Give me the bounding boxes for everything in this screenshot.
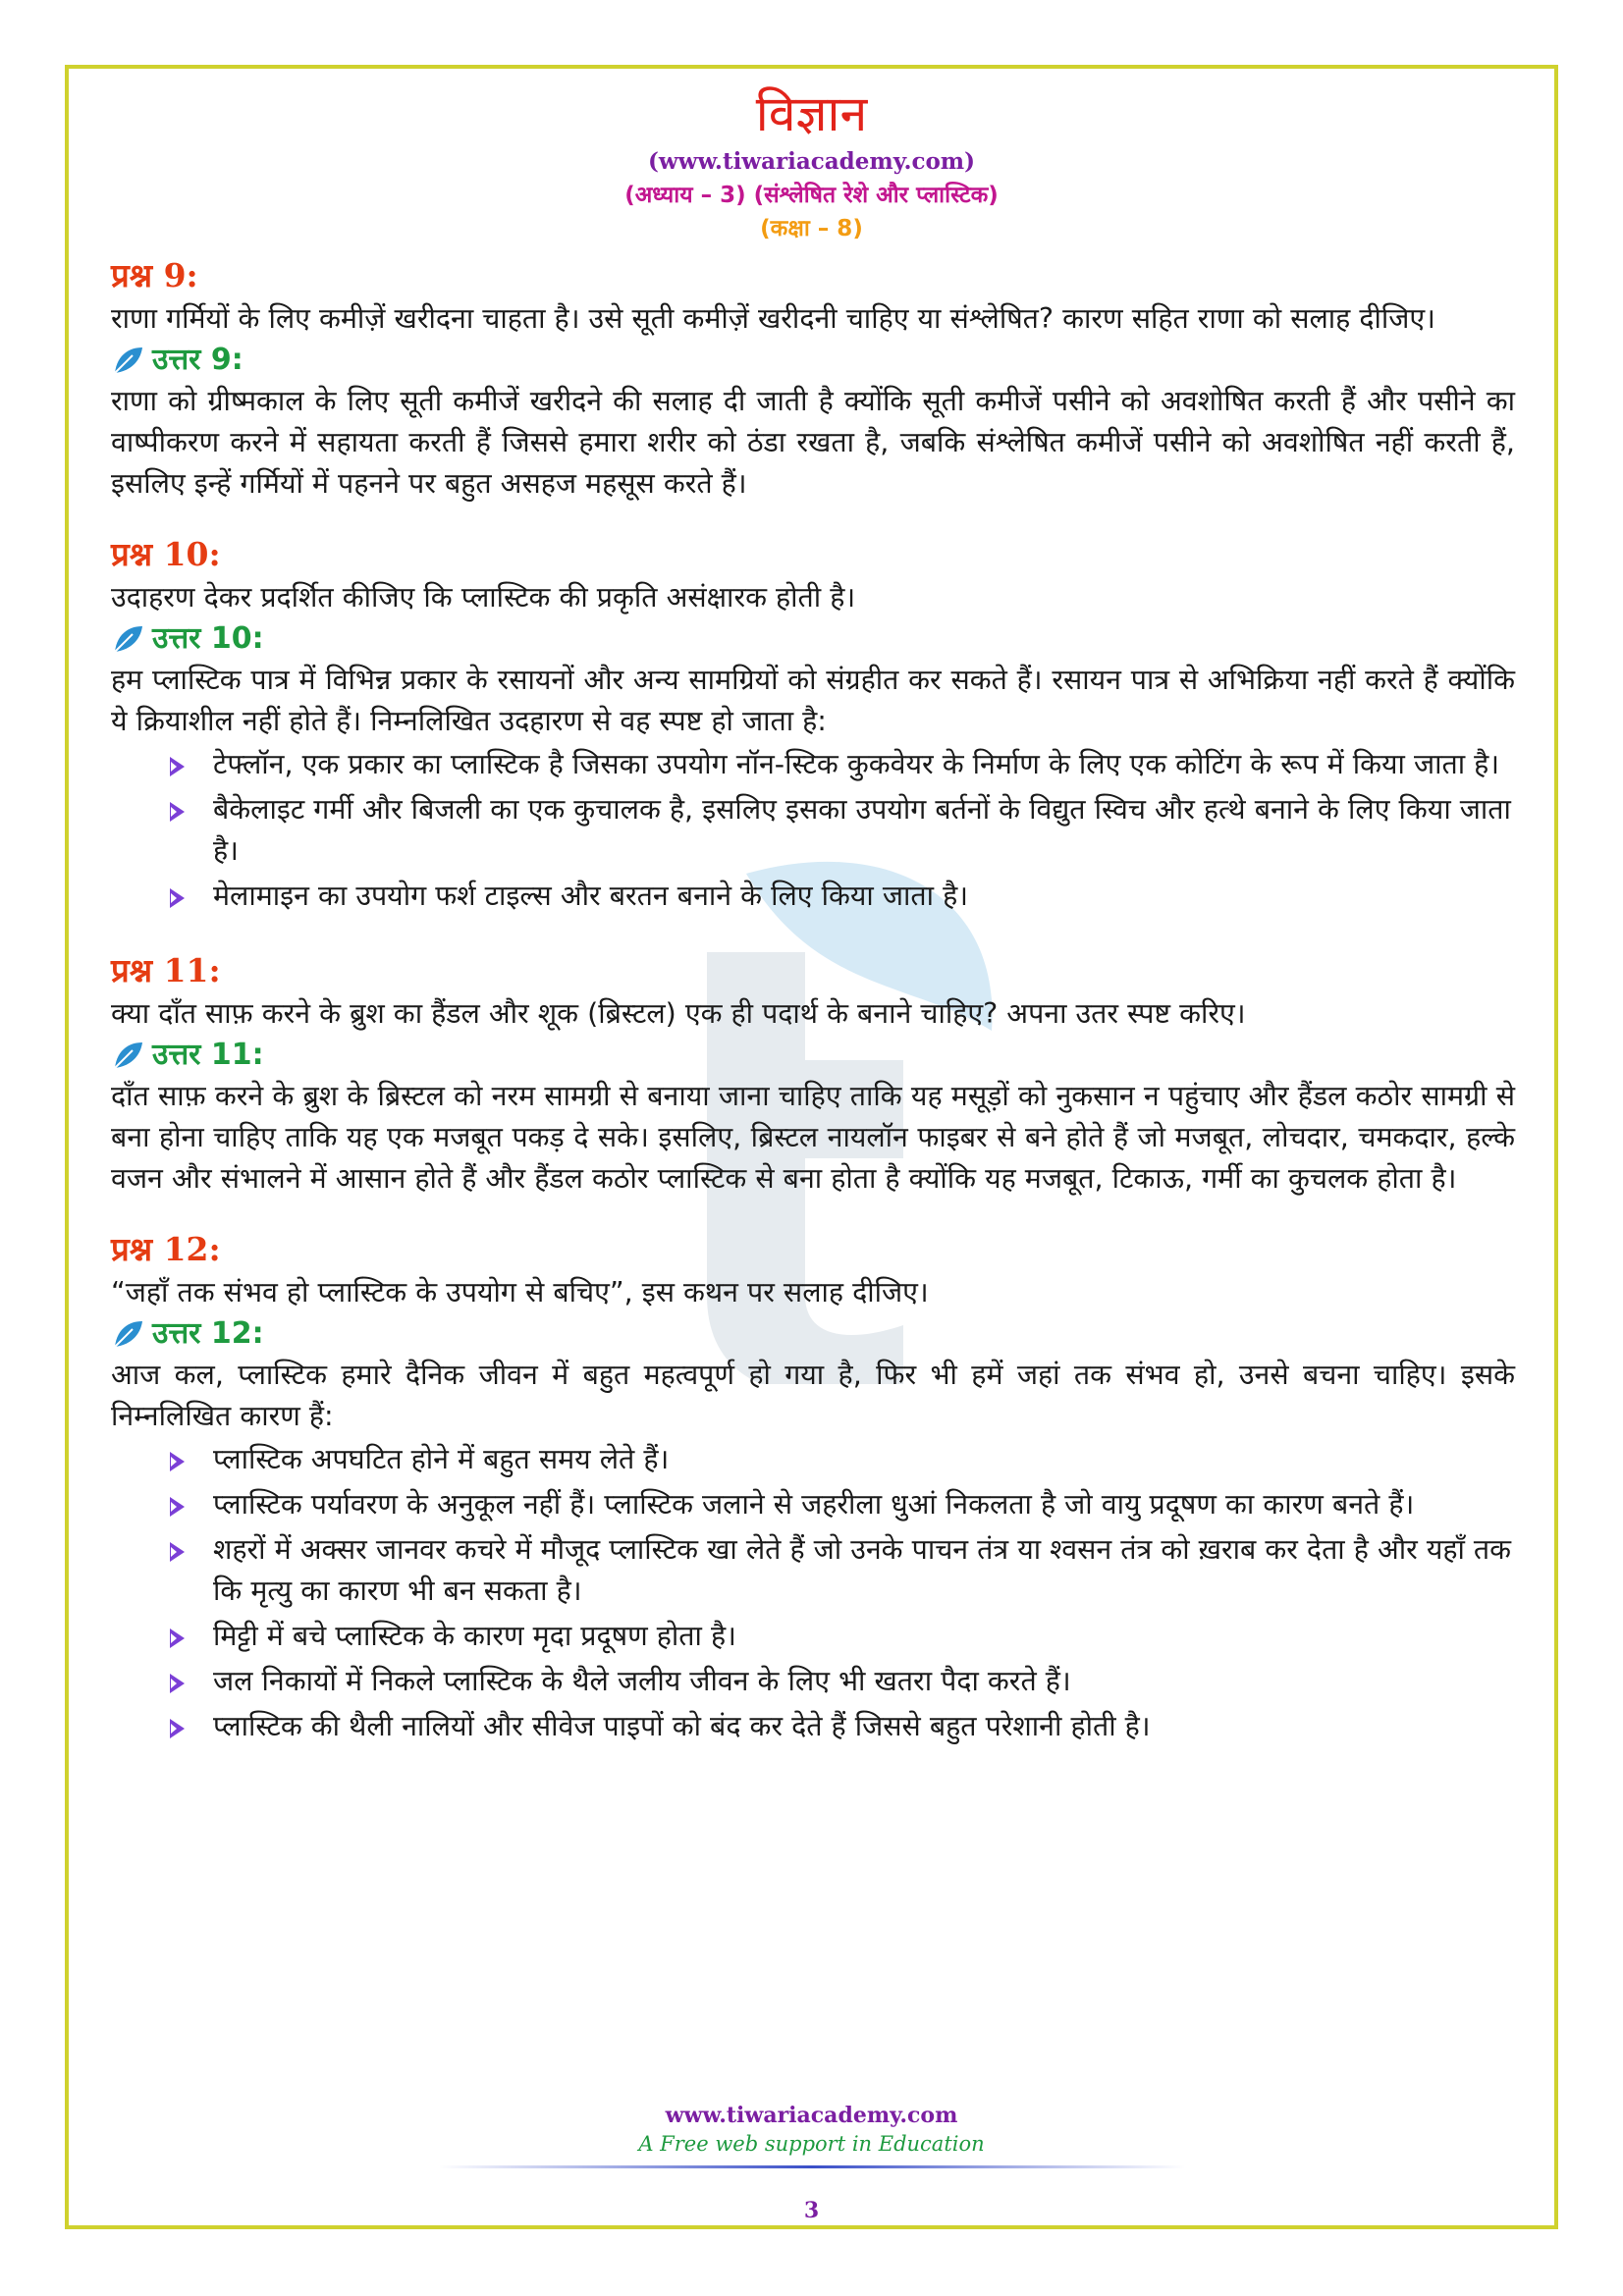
- question-12-text: “जहाँ तक संभव हो प्लास्टिक के उपयोग से बचिए”, इस कथन पर सलाह दीजिए।: [111, 1276, 929, 1308]
- bullet-arrow-icon: [170, 757, 185, 776]
- question-12-label: प्रश्न 12:: [111, 1230, 221, 1268]
- bullet-arrow-icon: [170, 888, 185, 908]
- page-header: [0, 82, 1623, 245]
- answer-10-text: हम प्लास्टिक पात्र में विभिन्न प्रकार के रसायनों और अन्य सामग्रियों को संग्रहीत कर सकते हैं। रसायन पात्र से अभिक्रिया नहीं करते हैं क्योंकि ये क्रियाशील नहीं होते हैं। निम्नलिखित उदहारण से वह स्पष्ट हो जाता है:: [111, 664, 1515, 737]
- question-11-text: क्या दाँत साफ़ करने के ब्रुश का हैंडल और शूक (ब्रिस्टल) एक ही पदार्थ के बनाने चाहिए? अपना उतर स्पष्ट करिए।: [111, 997, 1246, 1030]
- question-11-label: प्रश्न 11:: [111, 951, 221, 989]
- bullet-arrow-icon: [170, 1719, 185, 1738]
- answer-10-label: उत्तर 10:: [152, 621, 264, 656]
- answer-12-label: उत्तर 12:: [152, 1316, 264, 1351]
- list-item: बैकेलाइट गर्मी और बिजली का एक कुचालक है, इसलिए इसका उपयोग बर्तनों के विद्युत स्विच और हत्थे बनाने के लिए किया जाता है।: [170, 789, 1515, 872]
- list-item: जल निकायों में निकले प्लास्टिक के थैले जलीय जीवन के लिए भी खतरा पैदा करते हैं।: [170, 1661, 1515, 1702]
- footer-site-url[interactable]: www.tiwariacademy.com: [665, 2103, 958, 2128]
- list-item: प्लास्टिक पर्यावरण के अनुकूल नहीं हैं। प्लास्टिक जलाने से जहरीला धुआं निकलता है जो वायु प्रदूषण का कारण बनते हैं।: [170, 1484, 1515, 1525]
- footer-divider: [439, 2165, 1185, 2168]
- answer-9-label: उत्तर 9:: [152, 343, 243, 377]
- tiwari-leaf-icon: [111, 344, 144, 377]
- answer-11-heading: [111, 1035, 1515, 1076]
- subject-title: विज्ञान: [755, 85, 868, 142]
- list-item: मेलामाइन का उपयोग फर्श टाइल्स और बरतन बनाने के लिए किया जाता है।: [170, 876, 1515, 917]
- page-footer: [0, 2101, 1623, 2223]
- bullet-arrow-icon: [170, 802, 185, 822]
- question-9-label: प्रश्न 9:: [111, 256, 198, 294]
- list-item: शहरों में अक्सर जानवर कचरे में मौजूद प्लास्टिक खा लेते हैं जो उनके पाचन तंत्र या श्वसन तंत्र को ख़राब कर देता है और यहाँ तक कि मृत्यु का कारण भी बन सकता है।: [170, 1529, 1515, 1612]
- bullet-arrow-icon: [170, 1452, 185, 1471]
- answer-10-heading: [111, 618, 1515, 660]
- site-url[interactable]: (www.tiwariacademy.com): [647, 148, 976, 175]
- bullet-arrow-icon: [170, 1674, 185, 1693]
- answer-12-text: आज कल, प्लास्टिक हमारे दैनिक जीवन में बहुत महत्वपूर्ण हो गया है, फिर भी हमें जहां तक संभव हो, उनसे बचना चाहिए। इसके निम्नलिखित कारण हैं:: [111, 1359, 1515, 1432]
- bullet-arrow-icon: [170, 1497, 185, 1517]
- chapter-title: (अध्याय – 3) (संश्लेषित रेशे और प्लास्टिक): [624, 183, 999, 208]
- answer-12-heading: [111, 1313, 1515, 1355]
- page-number: 3: [803, 2198, 820, 2223]
- class-label: (कक्षा – 8): [760, 216, 863, 241]
- tiwari-leaf-icon: [111, 1039, 144, 1072]
- answer-11-label: उत्तर 11:: [152, 1038, 264, 1072]
- question-9-text: राणा गर्मियों के लिए कमीज़ें खरीदना चाहता है। उसे सूती कमीज़ें खरीदनी चाहिए या संश्लेषित? कारण सहित राणा को सलाह दीजिए।: [111, 302, 1435, 335]
- tiwari-leaf-icon: [111, 622, 144, 656]
- tiwari-leaf-icon: [111, 1317, 144, 1351]
- list-item: प्लास्टिक अपघटित होने में बहुत समय लेते हैं।: [170, 1439, 1515, 1480]
- footer-tagline: A Free web support in Education: [638, 2132, 985, 2156]
- list-item: टेफ्लॉन, एक प्रकार का प्लास्टिक है जिसका उपयोग नॉन-स्टिक कुकवेयर के निर्माण के लिए एक कोटिंग के रूप में किया जाता है।: [170, 744, 1515, 785]
- bullet-arrow-icon: [170, 1542, 185, 1562]
- content: [111, 253, 1515, 1751]
- question-10-label: प्रश्न 10:: [111, 535, 221, 573]
- list-item: मिट्टी में बचे प्लास्टिक के कारण मृदा प्रदूषण होता है।: [170, 1616, 1515, 1657]
- answer-10-list: [111, 744, 1515, 917]
- answer-12-list: [111, 1439, 1515, 1747]
- answer-11-text: दाँत साफ़ करने के ब्रुश के ब्रिस्टल को नरम सामग्री से बनाया जाना चाहिए ताकि यह मसूड़ों को नुकसान न पहुंचाए और हैंडल कठोर सामग्री से बना होना चाहिए ताकि यह एक मजबूत पकड़ दे सके। इसलिए, ब्रिस्टल नायलॉन फाइबर से बने होते हैं जो मजबूत, लोचदार, चमकदार, हल्के वजन और संभालने में आसान होते हैं और हैंडल कठोर प्लास्टिक से बना होता है क्योंकि यह मजबूत, टिकाऊ, गर्मी का कुचलक होता है।: [111, 1080, 1515, 1195]
- answer-9-text: राणा को ग्रीष्मकाल के लिए सूती कमीजें खरीदने की सलाह दी जाती है क्योंकि सूती कमीजें पसीने को अवशोषित करती हैं और पसीने का वाष्पीकरण करने में सहायता करती हैं जिससे हमारा शरीर को ठंडा रखता है, जबकि संश्लेषित कमीजें पसीने को अवशोषित नहीं करती हैं, इसलिए इन्हें गर्मियों में पहनने पर बहुत असहज महसूस करते हैं।: [111, 385, 1515, 500]
- bullet-arrow-icon: [170, 1629, 185, 1648]
- list-item: प्लास्टिक की थैली नालियों और सीवेज पाइपों को बंद कर देते हैं जिससे बहुत परेशानी होती है।: [170, 1706, 1515, 1747]
- answer-9-heading: [111, 340, 1515, 381]
- question-10-text: उदाहरण देकर प्रदर्शित कीजिए कि प्लास्टिक की प्रकृति असंक्षारक होती है।: [111, 581, 856, 614]
